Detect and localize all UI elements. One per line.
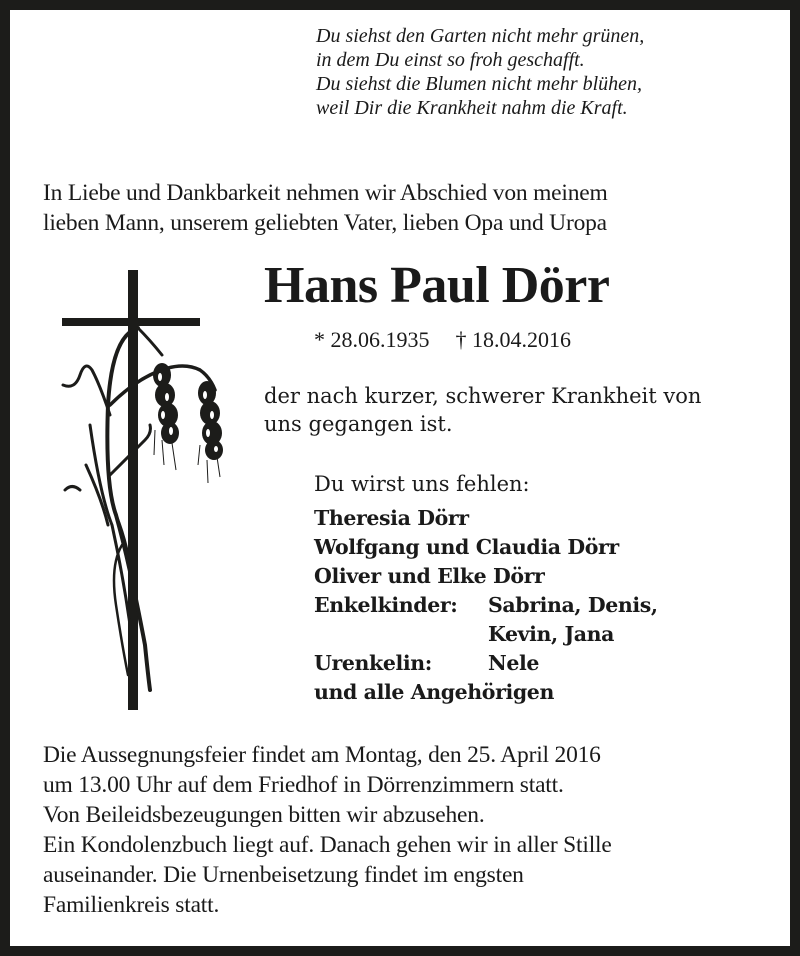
ceremony-line: um 13.00 Uhr auf dem Friedhof in Dörrenzimmern statt. [43,772,564,798]
mourner-name: Theresia Dörr [314,506,469,530]
deceased-name: Hans Paul Dörr [264,257,610,314]
mourner-row [314,649,658,678]
poem-verse [316,24,644,120]
mourner-group-names: Kevin, Jana [488,622,615,646]
intro-line: lieben Mann, unserem geliebten Vater, lieben Opa und Uropa [43,210,607,236]
mourner-group-label [314,620,488,649]
mourner-group-names: Nele [488,651,540,675]
poem-line: Du siehst die Blumen nicht mehr blühen, [316,73,643,95]
birth-date: * 28.06.1935 [314,327,430,352]
mourner-row [314,591,658,620]
intro-text [43,178,608,238]
ceremony-line: Familienkreis statt. [43,892,220,918]
mourner-group-names: Sabrina, Denis, [488,593,658,617]
mourner-row [314,562,658,591]
poem-line: Du siehst den Garten nicht mehr grünen, [316,25,645,47]
poem-line: in dem Du einst so froh geschafft. [316,49,585,71]
illness-line: der nach kurzer, schwerer Krankheit von [264,384,702,408]
mourner-group-label: Enkelkinder: [314,593,458,617]
mourner-row [314,533,658,562]
mourner-name: Wolfgang und Claudia Dörr [314,535,619,559]
ceremony-details [43,740,612,920]
illness-text [264,382,701,438]
life-dates [314,326,571,354]
ceremony-line: Von Beileidsbezeugungen bitten wir abzusehen. [43,802,485,828]
mourners-list [314,504,658,707]
mourner-name: und alle Angehörigen [314,680,554,704]
mourner-group-label: Urenkelin: [314,651,432,675]
ceremony-line: Die Aussegnungsfeier findet am Montag, den 25. April 2016 [43,742,601,768]
mourner-row [314,678,658,707]
ceremony-line: Ein Kondolenzbuch liegt auf. Danach gehen wir in aller Stille [43,832,612,858]
illness-line: uns gegangen ist. [264,412,453,436]
cross-with-wheat-icon [50,265,250,715]
mourners-heading: Du wirst uns fehlen: [314,472,530,496]
death-date: † 18.04.2016 [455,327,571,352]
ceremony-line: auseinander. Die Urnenbeisetzung findet im engsten [43,862,524,888]
mourner-row [314,620,658,649]
mourner-row [314,504,658,533]
poem-line: weil Dir die Krankheit nahm die Kraft. [316,97,628,119]
mourner-name: Oliver und Elke Dörr [314,564,545,588]
intro-line: In Liebe und Dankbarkeit nehmen wir Abschied von meinem [43,180,608,206]
